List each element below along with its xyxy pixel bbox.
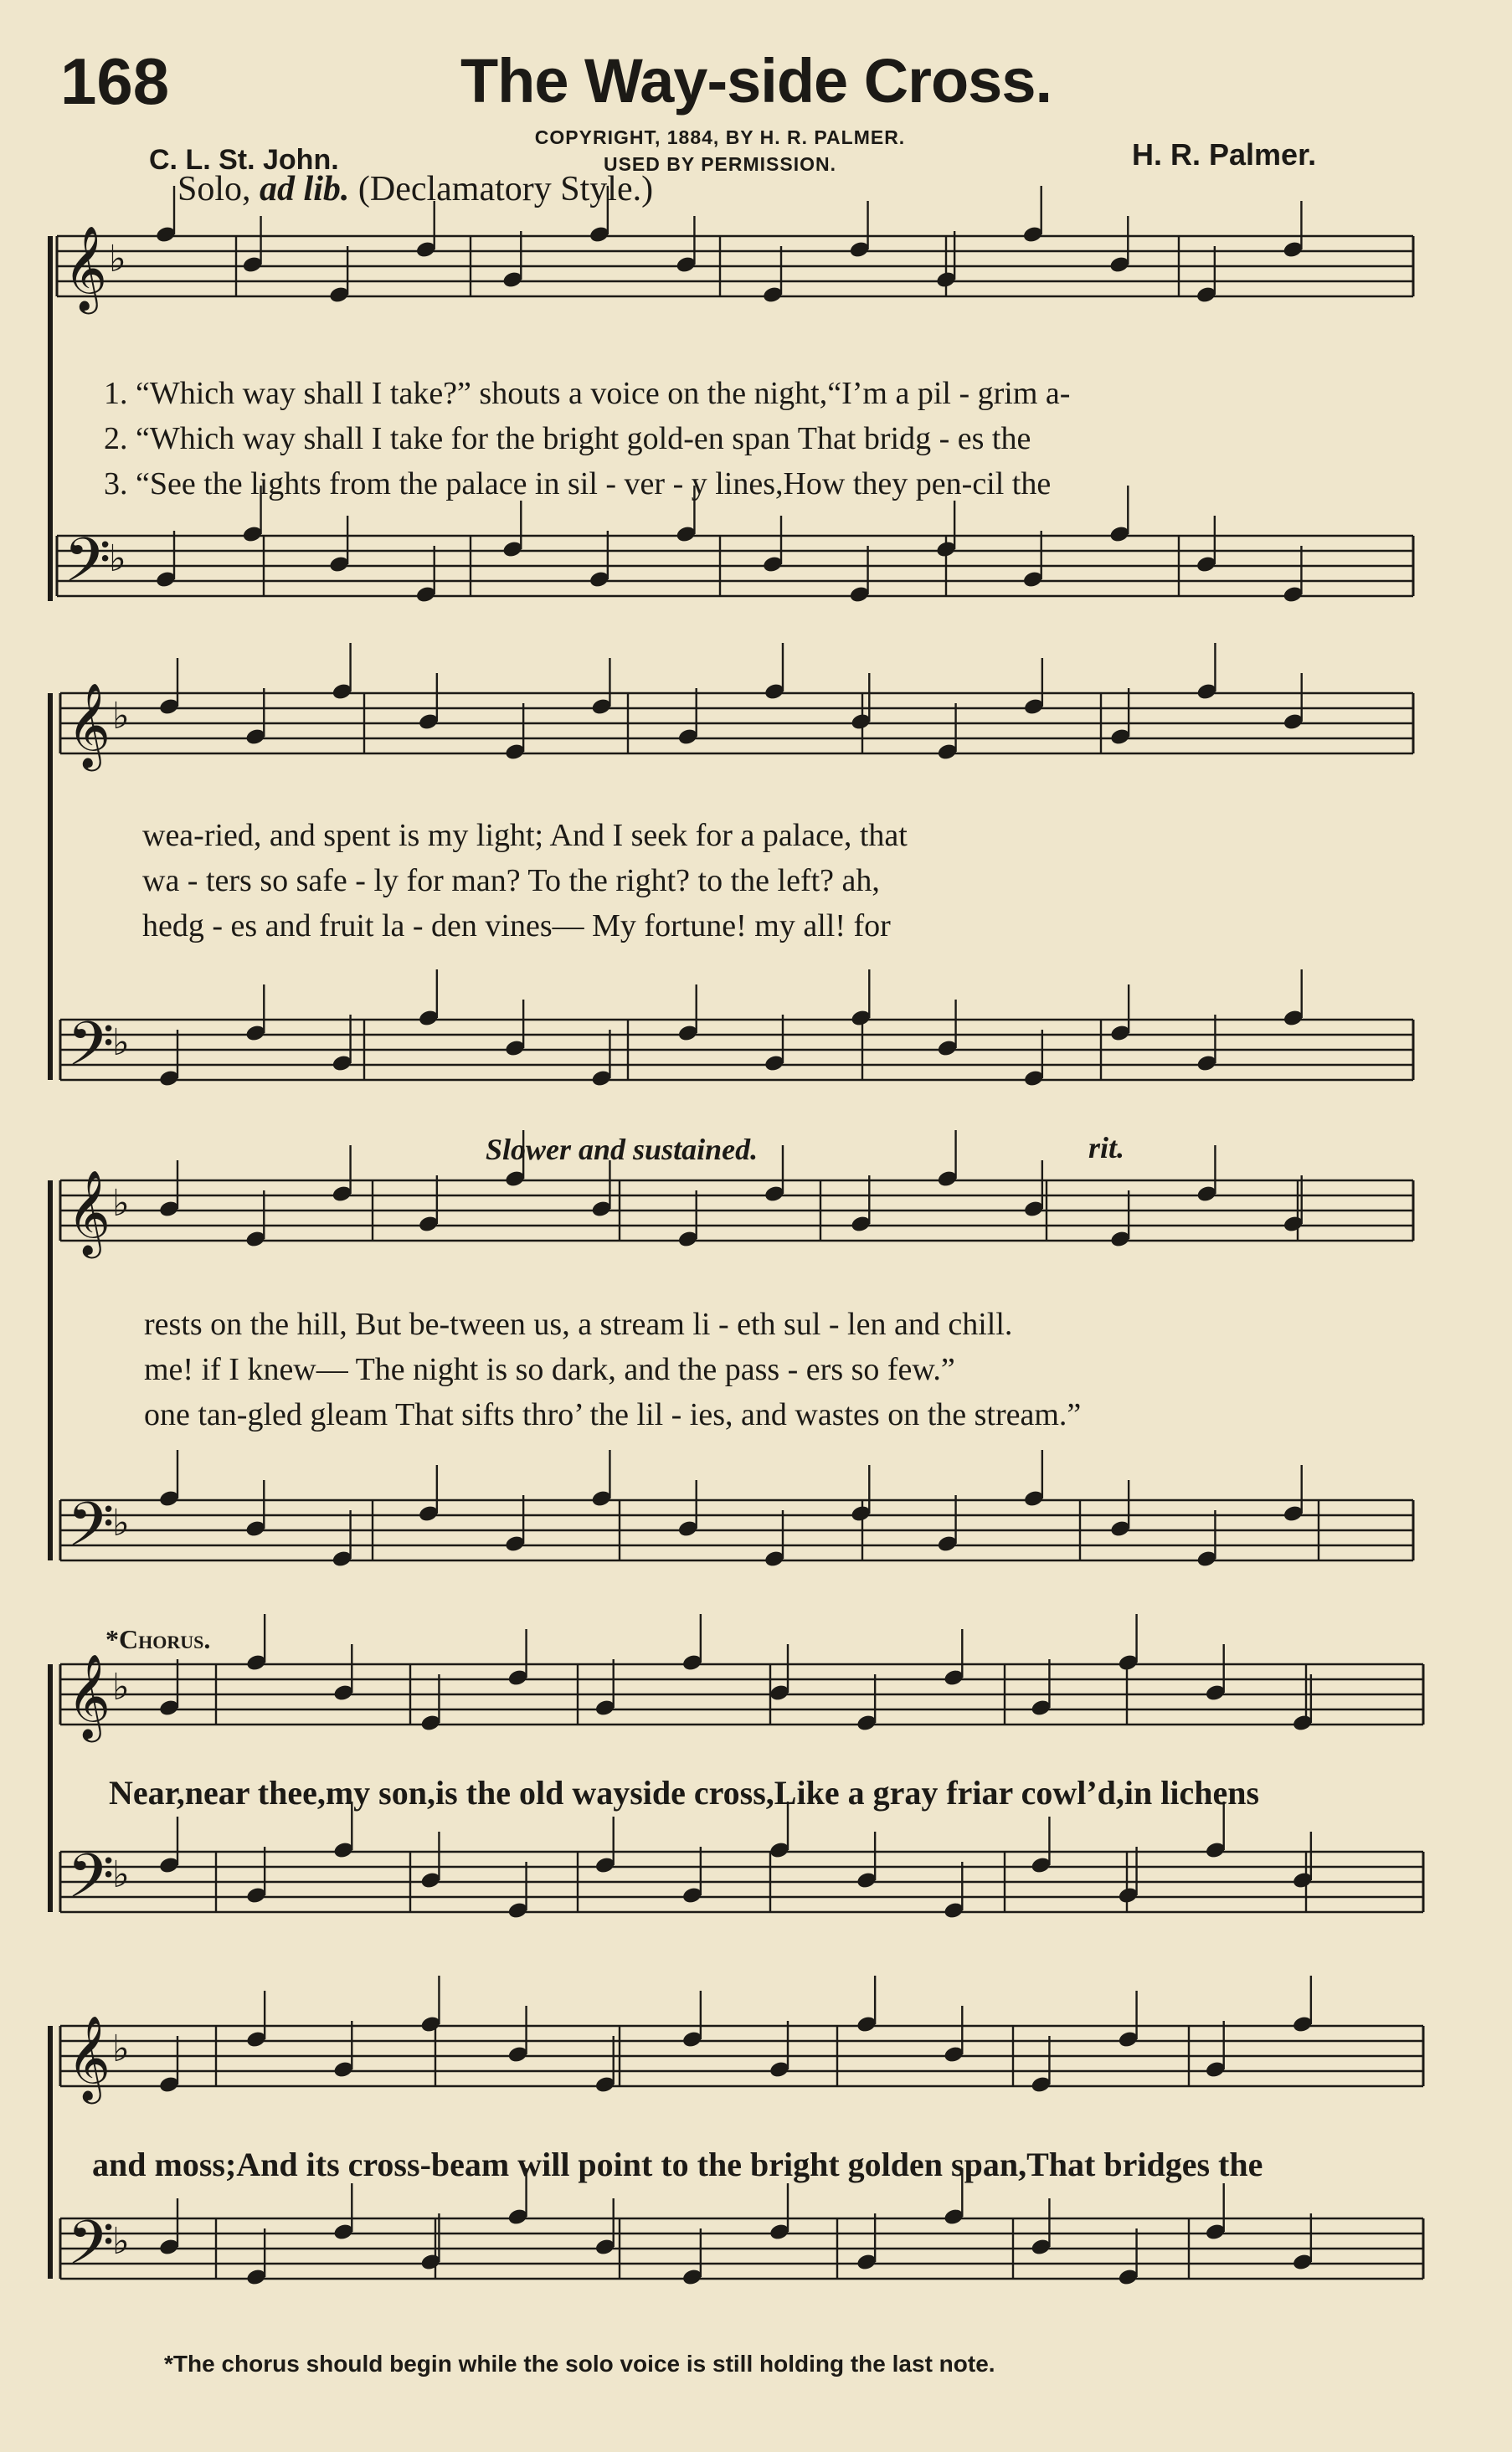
flat-sign: ♭ <box>112 1021 130 1064</box>
flat-sign: ♭ <box>109 238 126 280</box>
flat-sign: ♭ <box>112 1182 130 1225</box>
flat-sign: ♭ <box>112 1666 130 1709</box>
page-number: 168 <box>60 44 170 118</box>
treble-clef: 𝄞 <box>67 2014 111 2100</box>
permission-line: USED BY PERMISSION. <box>603 153 837 175</box>
chorus-label: *Chorus. <box>105 1624 211 1654</box>
song-title: The Way-side Cross. <box>460 46 1052 116</box>
treble-clef: 𝄞 <box>64 224 108 311</box>
verse-3-line: 3. “See the lights from the palace in sil - ver - y lines,How they pen-cil the <box>104 466 1052 501</box>
flat-sign: ♭ <box>112 695 130 738</box>
verse-1-line: 1. “Which way shall I take?” shouts a voice on the night,“I’m a pil - grim a- <box>104 376 1071 411</box>
flat-sign: ♭ <box>112 2028 130 2070</box>
verse-2-line: wa - ters so safe - ly for man? To the right? to the left? ah, <box>142 863 880 898</box>
bass-clef: 𝄢 <box>67 1008 115 1094</box>
bass-clef: 𝄢 <box>67 1840 115 1926</box>
treble-clef: 𝄞 <box>67 681 111 768</box>
bass-clef: 𝄢 <box>67 1488 115 1575</box>
tempo-prefix: Solo, <box>177 170 251 208</box>
flat-sign: ♭ <box>112 2220 130 2263</box>
tempo-change-marking: Slower and sustained. <box>486 1133 759 1166</box>
verse-1-line: wea-ried, and spent is my light; And I seek for a palace, that <box>142 818 908 853</box>
composer-credit: H. R. Palmer. <box>1132 137 1317 172</box>
tempo-italic: ad lib. <box>260 170 350 208</box>
treble-clef: 𝄞 <box>67 1653 111 1739</box>
ritardando-marking: rit. <box>1088 1131 1125 1164</box>
treble-clef: 𝄞 <box>67 1169 111 1255</box>
bass-clef: 𝄢 <box>67 2207 115 2293</box>
verse-2-line: 2. “Which way shall I take for the bright gold-en span That bridg - es the <box>104 421 1031 456</box>
verse-3-line: hedg - es and fruit la - den vines— My fortune! my all! for <box>142 908 891 943</box>
copyright-line: COPYRIGHT, 1884, BY H. R. PALMER. <box>534 126 906 148</box>
verse-1-line: rests on the hill, But be-tween us, a stream li - eth sul - len and chill. <box>144 1307 1013 1342</box>
chorus-lyric-line: and moss;And its cross-beam will point to the bright golden span,That bridges the <box>92 2146 1263 2183</box>
tempo-suffix: (Declamatory Style.) <box>357 170 654 208</box>
flat-sign: ♭ <box>112 1853 130 1896</box>
chorus-lyric-line: Near,near thee,my son,is the old wayside cross,Like a gray friar cowl’d,in lichens <box>109 1774 1260 1812</box>
lyricist-credit: C. L. St. John. <box>149 144 339 176</box>
verse-2-line: me! if I knew— The night is so dark, and the pass - ers so few.” <box>144 1352 955 1387</box>
chorus-footnote: *The chorus should begin while the solo voice is still holding the last note. <box>164 2351 995 2377</box>
bass-clef: 𝄢 <box>64 524 111 610</box>
verse-3-line: one tan-gled gleam That sifts thro’ the lil - ies, and wastes on the stream.” <box>144 1397 1082 1432</box>
flat-sign: ♭ <box>112 1502 130 1545</box>
flat-sign: ♭ <box>109 537 126 580</box>
